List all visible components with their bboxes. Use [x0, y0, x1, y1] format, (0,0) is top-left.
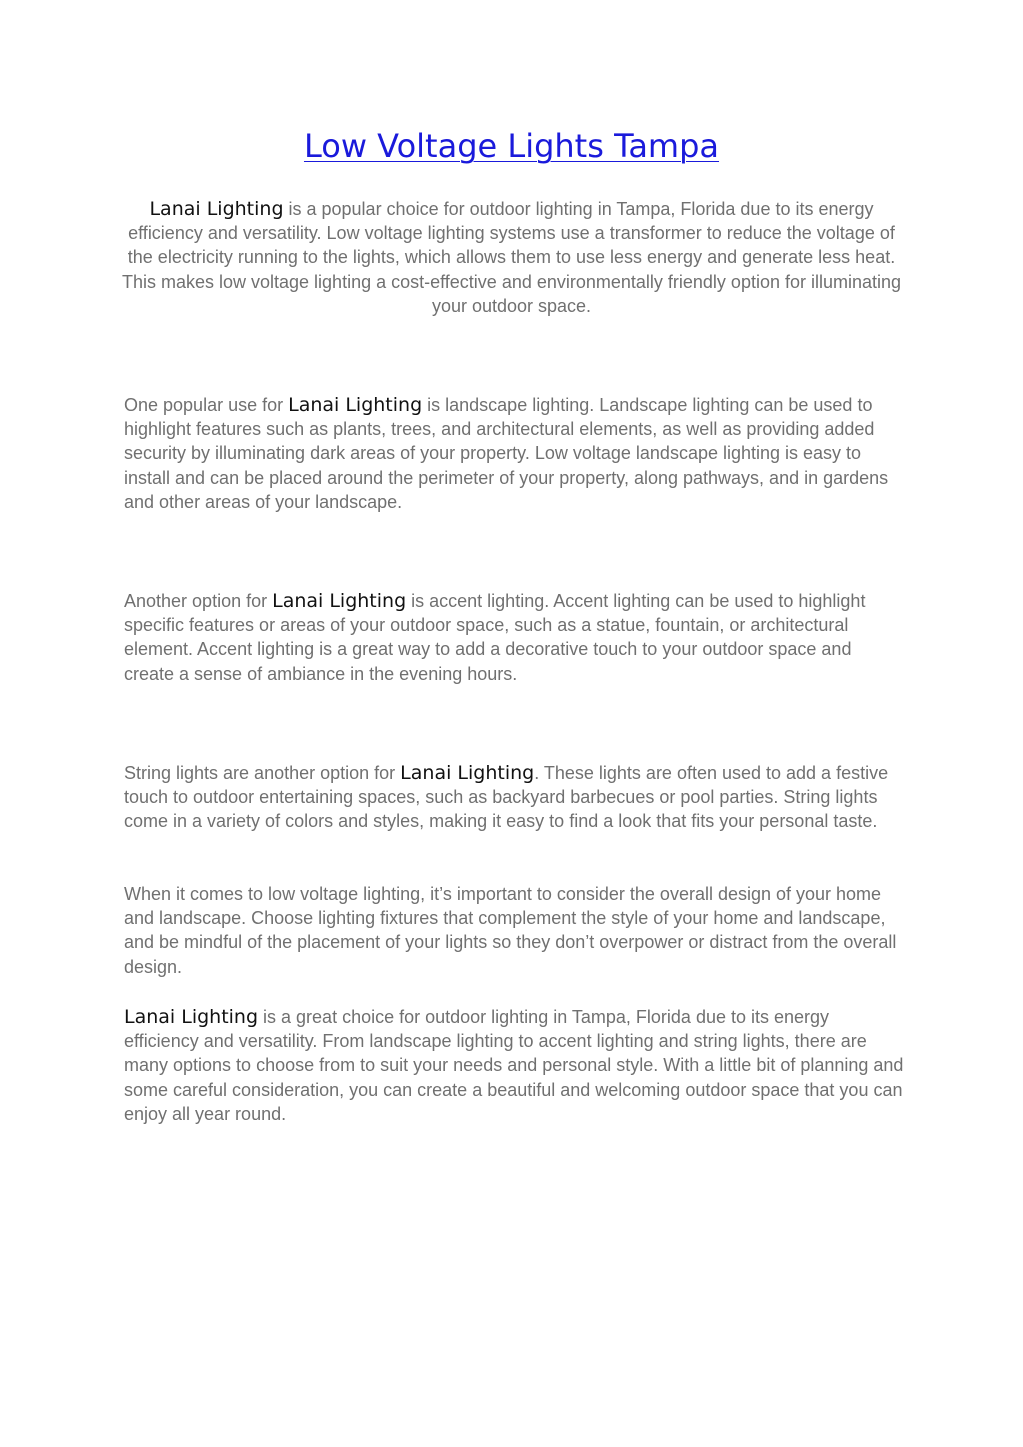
- keyword-link[interactable]: Lanai Lighting: [149, 198, 284, 220]
- keyword-link[interactable]: Lanai Lighting: [288, 394, 423, 416]
- paragraph-landscape: One popular use for Lanai Lighting is landscape lighting. Landscape lighting can be used to highlight features such as plants, trees, and architectural elements, as well as providing added security by illuminating dark areas of your property. Low voltage landscape lighting is easy to install and can be placed around the perimeter of your property, along pathways, and in gardens and other areas of your landscape.: [124, 394, 889, 512]
- page-title-link[interactable]: Low Voltage Lights Tampa: [303, 127, 720, 165]
- paragraph-conclusion: Lanai Lighting is a great choice for outdoor lighting in Tampa, Florida due to its energy efficiency and versatility. From landscape lighting to accent lighting and string lights, there are many options to choose from to suit your needs and personal style. With a little bit of planning and some careful consideration, you can create a beautiful and welcoming outdoor space that you can enjoy all year round.: [124, 1006, 904, 1124]
- keyword-link[interactable]: Lanai Lighting: [272, 590, 407, 612]
- paragraph-string-lights: String lights are another option for Lanai Lighting. These lights are often used to add a festive touch to outdoor entertaining spaces, such as backyard barbecues or pool parties. String lights come in a variety of colors and styles, making it easy to find a look that fits your personal taste.: [124, 762, 889, 832]
- keyword-link[interactable]: Lanai Lighting: [400, 762, 535, 784]
- paragraph-intro: Lanai Lighting is a popular choice for outdoor lighting in Tampa, Florida due to its energy efficiency and versatility. Low voltage lighting systems use a transformer to reduce the voltage of the electricity running to the lights, which allows them to use less energy and generate less heat. This makes low voltage lighting a cost-effective and environmentally friendly option for illuminating your outdoor space.: [121, 198, 902, 316]
- paragraph-accent: Another option for Lanai Lighting is accent lighting. Accent lighting can be used to highlight specific features or areas of your outdoor space, such as a statue, fountain, or architectural element. Accent lighting is a great way to add a decorative touch to your outdoor space and create a sense of ambiance in the evening hours.: [124, 590, 866, 684]
- keyword-link[interactable]: Lanai Lighting: [124, 1006, 259, 1028]
- paragraph-design: When it comes to low voltage lighting, it’s important to consider the overall design of your home and landscape. Choose lighting fixtures that complement the style of your home and landscape, and be mindful of the placement of your lights so they don’t overpower or distract from the overall design.: [124, 884, 897, 977]
